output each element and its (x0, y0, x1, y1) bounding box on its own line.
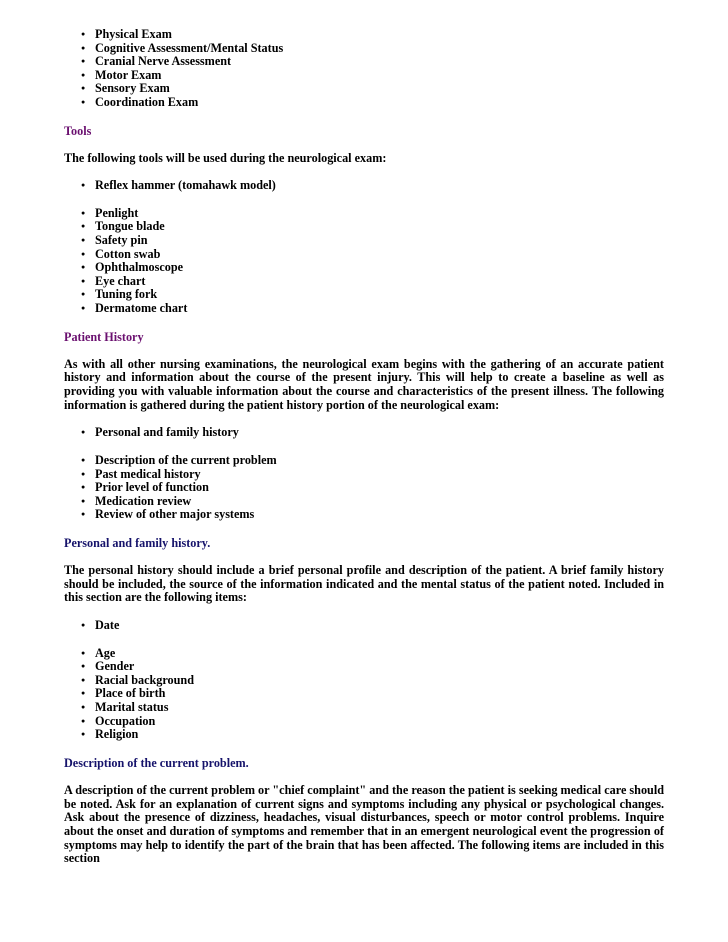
list-item: ● Review of other major systems (95, 508, 664, 522)
current-problem-body: A description of the current problem or "chief complaint" and the reason the patient is seeking medical care should be noted. Ask for an explanation of current signs and symptoms including any physical or psychological changes. Ask about the presence of dizziness, headaches, visual disturbances, speech or motor control problems. Inquire about the onset and duration of symptoms and remember that in an emergent neurological event the progression of symptoms may help to identify the part of the brain that has been affected. The following items are included in this section (64, 782, 664, 866)
list-item: ● Motor Exam (95, 69, 664, 83)
document-page (64, 28, 664, 866)
patient-history-first-list (64, 426, 664, 440)
tools-intro: The following tools will be used during the neurological exam: (64, 150, 387, 165)
list-item: ● Place of birth (95, 687, 664, 701)
personal-family-list (64, 647, 664, 742)
list-item: ● Cranial Nerve Assessment (95, 55, 664, 69)
patient-history-body: As with all other nursing examinations, the neurological exam begins with the gathering of an accurate patient history and information about the course of the present injury. This will help to create a baseline as well as providing you with valuable information about the course and characteristics of the present illness. The following information is gathered during the patient history portion of the neurological exam: (64, 356, 664, 412)
list-item: ● Dermatome chart (95, 302, 664, 316)
list-item: ● Occupation (95, 715, 664, 729)
list-item: ● Gender (95, 660, 664, 674)
list-item: ● Tuning fork (95, 288, 664, 302)
patient-history-heading: Patient History (64, 329, 144, 344)
list-item: ● Physical Exam (95, 28, 664, 42)
list-item: ● Reflex hammer (tomahawk model) (95, 179, 664, 193)
list-item: ● Sensory Exam (95, 82, 664, 96)
personal-family-first-list (64, 619, 664, 633)
list-item: ● Marital status (95, 701, 664, 715)
exam-components-list (64, 28, 664, 110)
list-item: ● Religion (95, 728, 664, 742)
tools-first-list (64, 179, 664, 193)
list-item: ● Age (95, 647, 664, 661)
list-item: ● Eye chart (95, 275, 664, 289)
personal-family-body: The personal history should include a brief personal profile and description of the patient. A brief family history should be included, the source of the information indicated and the mental status of the patient noted. Included in this section are the following items: (64, 562, 664, 605)
personal-family-heading: Personal and family history. (64, 535, 211, 550)
list-item: ● Medication review (95, 495, 664, 509)
patient-history-list (64, 454, 664, 522)
list-item: ● Cotton swab (95, 248, 664, 262)
list-item: ● Date (95, 619, 664, 633)
list-item: ● Safety pin (95, 234, 664, 248)
list-item: ● Ophthalmoscope (95, 261, 664, 275)
list-item: ● Personal and family history (95, 426, 664, 440)
tools-list (64, 207, 664, 316)
current-problem-heading: Description of the current problem. (64, 755, 249, 770)
list-item: ● Penlight (95, 207, 664, 221)
list-item: ● Description of the current problem (95, 454, 664, 468)
list-item: ● Prior level of function (95, 481, 664, 495)
list-item: ● Tongue blade (95, 220, 664, 234)
list-item: ● Racial background (95, 674, 664, 688)
tools-heading: Tools (64, 123, 92, 138)
list-item: ● Coordination Exam (95, 96, 664, 110)
list-item: ● Cognitive Assessment/Mental Status (95, 42, 664, 56)
list-item: ● Past medical history (95, 468, 664, 482)
